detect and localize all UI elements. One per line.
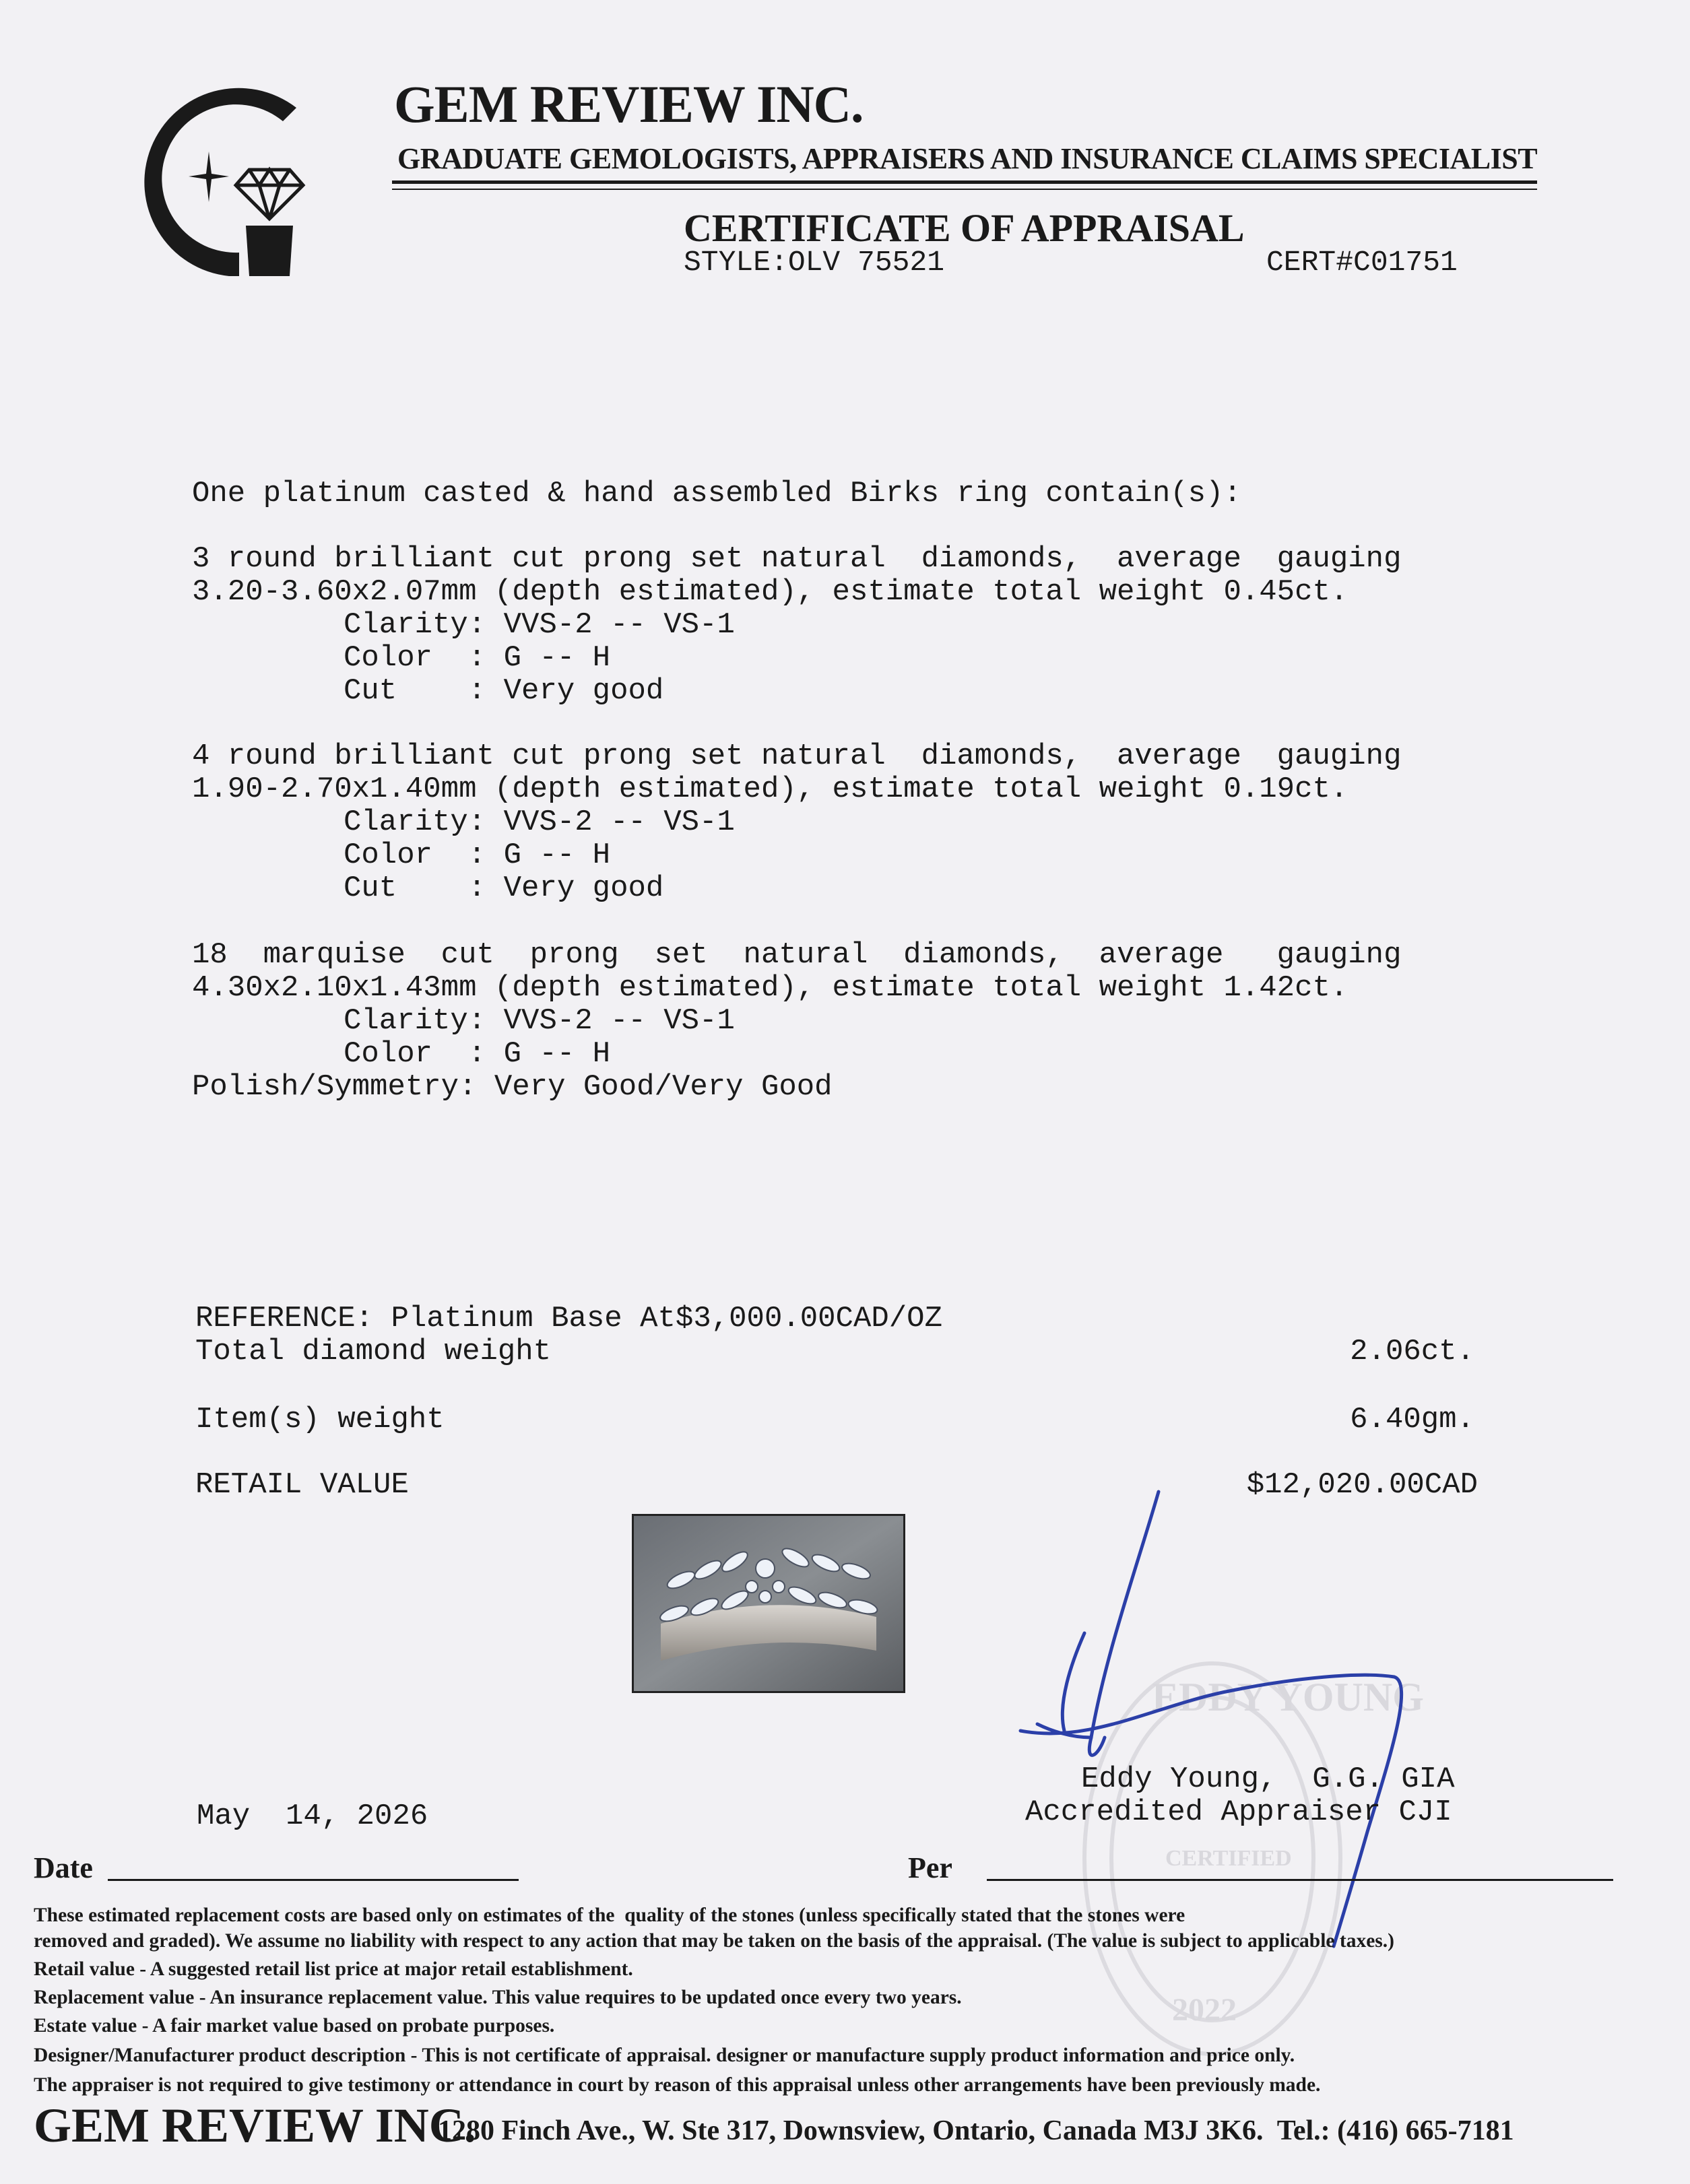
group2-cut: Cut : Very good xyxy=(344,871,664,905)
style-number: STYLE:OLV 75521 xyxy=(684,246,945,279)
date-underline xyxy=(108,1879,519,1881)
certificate-title: CERTIFICATE OF APPRAISAL xyxy=(684,206,1245,250)
appraiser-name: Eddy Young, G.G. GIA xyxy=(1081,1762,1455,1796)
disclaimer-line: Retail value - A suggested retail list price at major retail establishment. xyxy=(34,1958,633,1980)
per-underline xyxy=(987,1879,1613,1881)
cert-number: CERT#C01751 xyxy=(1266,246,1458,279)
disclaimer-line: Designer/Manufacturer product description - This is not certificate of appraisal. designer or manufacture supply product information and price only. xyxy=(34,2045,1295,2066)
group3-color: Color : G -- H xyxy=(344,1037,611,1071)
group1-cut: Cut : Very good xyxy=(344,674,664,708)
disclaimer-line: Replacement value - An insurance replacement value. This value requires to be updated once every two years. xyxy=(34,1987,962,2008)
disclaimer-line: removed and graded). We assume no liability with respect to any action that may be taken on the basis of the appraisal. (The value is subject to applicable taxes.) xyxy=(34,1930,1394,1952)
group2-clarity: Clarity: VVS-2 -- VS-1 xyxy=(344,805,735,839)
retail-value-amount: $12,020.00CAD xyxy=(1246,1468,1478,1502)
footer-company-name: GEM REVIEW INC. xyxy=(34,2098,476,2152)
item-weight-value: 6.40gm. xyxy=(1350,1403,1474,1436)
disclaimer-line: The appraiser is not required to give testimony or attendance in court by reason of this appraisal unless other arrangements have been previously made. xyxy=(34,2074,1321,2096)
header-rule-thin xyxy=(392,189,1537,190)
retail-value-label: RETAIL VALUE xyxy=(195,1468,409,1502)
company-name: GEM REVIEW INC. xyxy=(394,75,864,133)
disclaimer-line: Estate value - A fair market value based on probate purposes. xyxy=(34,2015,555,2037)
group1-line2: 3.20-3.60x2.07mm (depth estimated), estimate total weight 0.45ct. xyxy=(192,575,1348,609)
total-diamond-weight-label: Total diamond weight xyxy=(195,1335,552,1368)
appraiser-signature xyxy=(1010,1482,1482,1953)
gem-review-logo xyxy=(128,81,337,290)
disclaimer-line: These estimated replacement costs are based only on estimates of the quality of the stones (unless specifically stated that the stones were xyxy=(34,1905,1185,1926)
footer-address: 1280 Finch Ave., W. Ste 317, Downsview, Ontario, Canada M3J 3K6. Tel.: (416) 665-7181 xyxy=(438,2115,1514,2146)
group3-line2: 4.30x2.10x1.43mm (depth estimated), estimate total weight 1.42ct. xyxy=(192,971,1348,1005)
group3-polish: Polish/Symmetry: Very Good/Very Good xyxy=(192,1070,833,1104)
seal-name: EDDY YOUNG xyxy=(1152,1675,1424,1719)
seal-certified: CERTIFIED xyxy=(1165,1846,1292,1871)
reference-line: REFERENCE: Platinum Base At$3,000.00CAD/OZ xyxy=(195,1302,942,1335)
date-label: Date xyxy=(34,1851,93,1884)
seal-year: 2022 xyxy=(1172,1992,1237,2028)
group2-line1: 4 round brilliant cut prong set natural diamonds, average gauging xyxy=(192,739,1402,773)
group2-color: Color : G -- H xyxy=(344,838,611,872)
header-rule-thick xyxy=(392,180,1537,184)
item-weight-label: Item(s) weight xyxy=(195,1403,445,1436)
total-diamond-weight-value: 2.06ct. xyxy=(1350,1335,1474,1368)
group2-line2: 1.90-2.70x1.40mm (depth estimated), estimate total weight 0.19ct. xyxy=(192,772,1348,806)
group1-line1: 3 round brilliant cut prong set natural diamonds, average gauging xyxy=(192,542,1402,576)
intro-line: One platinum casted & hand assembled Birks ring contain(s): xyxy=(192,477,1241,510)
appraiser-title: Accredited Appraiser CJI xyxy=(1025,1795,1452,1829)
group1-color: Color : G -- H xyxy=(344,641,611,675)
company-tagline: GRADUATE GEMOLOGISTS, APPRAISERS AND INSURANCE CLAIMS SPECIALIST xyxy=(397,142,1538,175)
group1-clarity: Clarity: VVS-2 -- VS-1 xyxy=(344,608,735,642)
appraisal-date: May 14, 2026 xyxy=(197,1799,428,1833)
ring-photo xyxy=(632,1514,905,1693)
group3-clarity: Clarity: VVS-2 -- VS-1 xyxy=(344,1004,735,1038)
per-label: Per xyxy=(908,1851,952,1884)
group3-line1: 18 marquise cut prong set natural diamonds, average gauging xyxy=(192,938,1402,972)
